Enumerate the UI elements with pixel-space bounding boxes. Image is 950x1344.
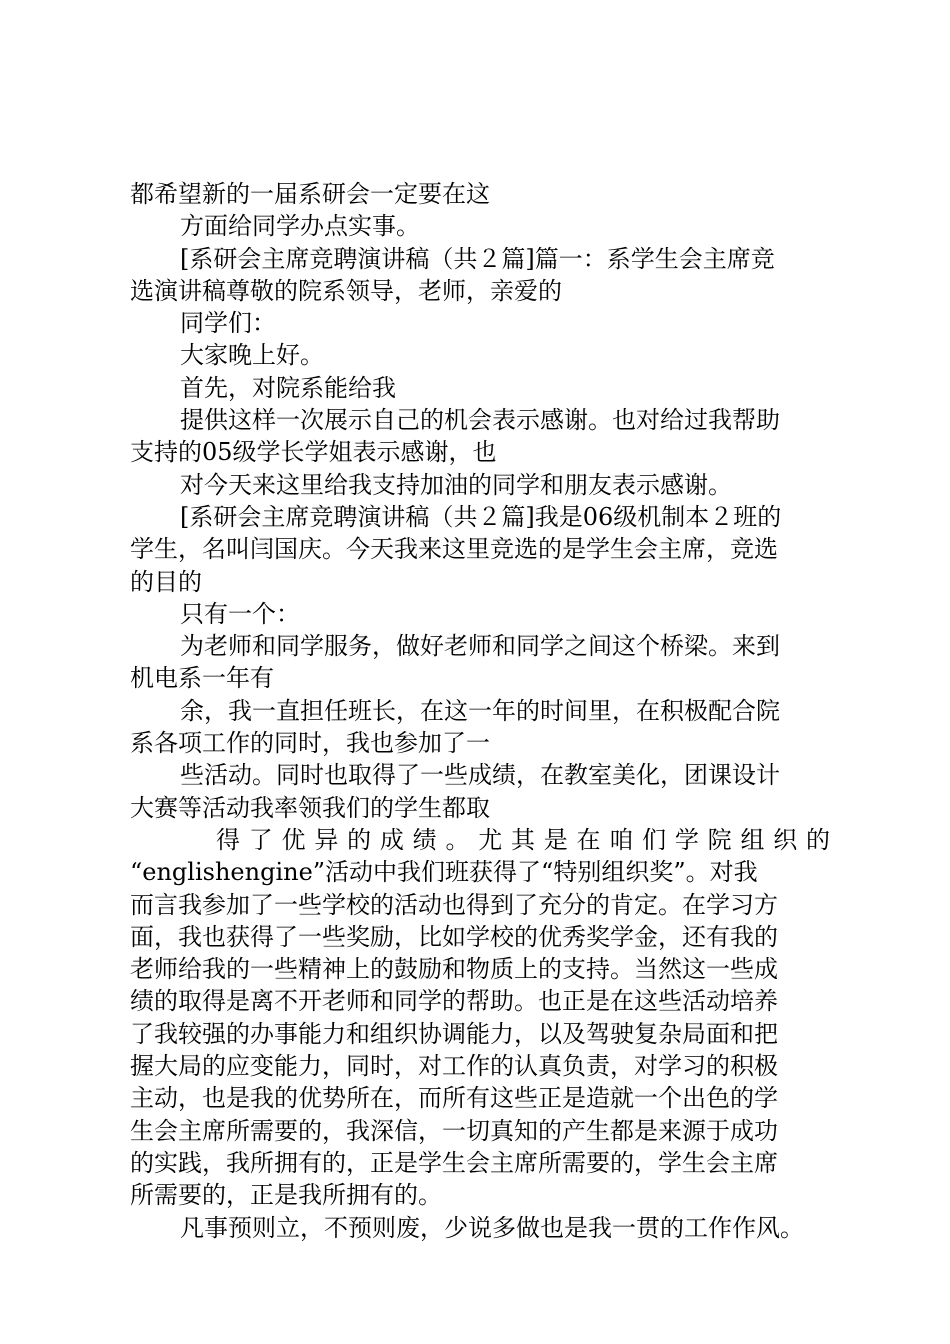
text-line: 所需要的，正是我所拥有的。 (130, 1181, 442, 1210)
text-line: 方面给同学办点实事。 (180, 212, 420, 241)
text-line: 余，我一直担任班长，在这一年的时间里，在积极配合院 (180, 696, 780, 725)
text-line: 些活动。同时也取得了一些成绩，在教室美化，团课设计 (180, 761, 780, 790)
text-line: 都希望新的一届系研会一定要在这 (130, 180, 490, 208)
text-line: 只有一个： (180, 599, 300, 628)
text-line: 握大局的应变能力，同时，对工作的认真负责，对学习的积极 (130, 1052, 778, 1081)
text-line: 面，我也获得了一些奖励，比如学校的优秀奖学金，还有我的 (130, 922, 778, 951)
text-line: 得了优异的成绩。尤其是在咱们学院组织的 (216, 825, 830, 854)
text-line: 系各项工作的同时，我也参加了一 (130, 729, 490, 758)
text-line: 绩的取得是离不开老师和同学的帮助。也正是在这些活动培养 (130, 987, 778, 1016)
text-line: 选演讲稿尊敬的院系领导，老师，亲爱的 (130, 276, 562, 305)
text-line: 对今天来这里给我支持加油的同学和朋友表示感谢。 (180, 470, 732, 499)
text-line: 的实践，我所拥有的，正是学生会主席所需要的，学生会主席 (130, 1148, 778, 1177)
text-line: 凡事预则立，不预则废，少说多做也是我一贯的工作作风。 (180, 1213, 804, 1242)
text-line: [系研会主席竞聘演讲稿（共２篇]我是06级机制本２班的 (180, 502, 782, 531)
text-line: 支持的05级学长学姐表示感谢，也 (130, 438, 497, 467)
text-line: [系研会主席竞聘演讲稿（共２篇]篇一：系学生会主席竞 (180, 244, 775, 273)
text-line: 同学们： (180, 309, 276, 338)
text-line: 老师给我的一些精神上的鼓励和物质上的支持。当然这一些成 (130, 955, 778, 984)
text-line: “englishengine”活动中我们班获得了“特别组织奖”。对我 (130, 858, 758, 887)
text-line: 学生，名叫闫国庆。今天我来这里竞选的是学生会主席，竞选 (130, 535, 778, 564)
document-body (130, 178, 830, 1244)
text-line: 提供这样一次展示自己的机会表示感谢。也对给过我帮助 (180, 406, 780, 435)
text-line: 首先，对院系能给我 (180, 373, 396, 402)
text-line: 大赛等活动我率领我们的学生都取 (130, 793, 490, 822)
text-line: 的目的 (130, 567, 202, 596)
text-line: 而言我参加了一些学校的活动也得到了充分的肯定。在学习方 (130, 890, 778, 919)
text-line: 大家晚上好。 (180, 341, 324, 370)
text-line: 生会主席所需要的，我深信，一切真知的产生都是来源于成功 (130, 1116, 778, 1145)
text-line: 为老师和同学服务，做好老师和同学之间这个桥梁。来到 (180, 632, 780, 661)
text-line: 主动，也是我的优势所在，而所有这些正是造就一个出色的学 (130, 1084, 778, 1113)
text-line: 了我较强的办事能力和组织协调能力，以及驾驶复杂局面和把 (130, 1019, 778, 1048)
text-line: 机电系一年有 (130, 664, 274, 693)
